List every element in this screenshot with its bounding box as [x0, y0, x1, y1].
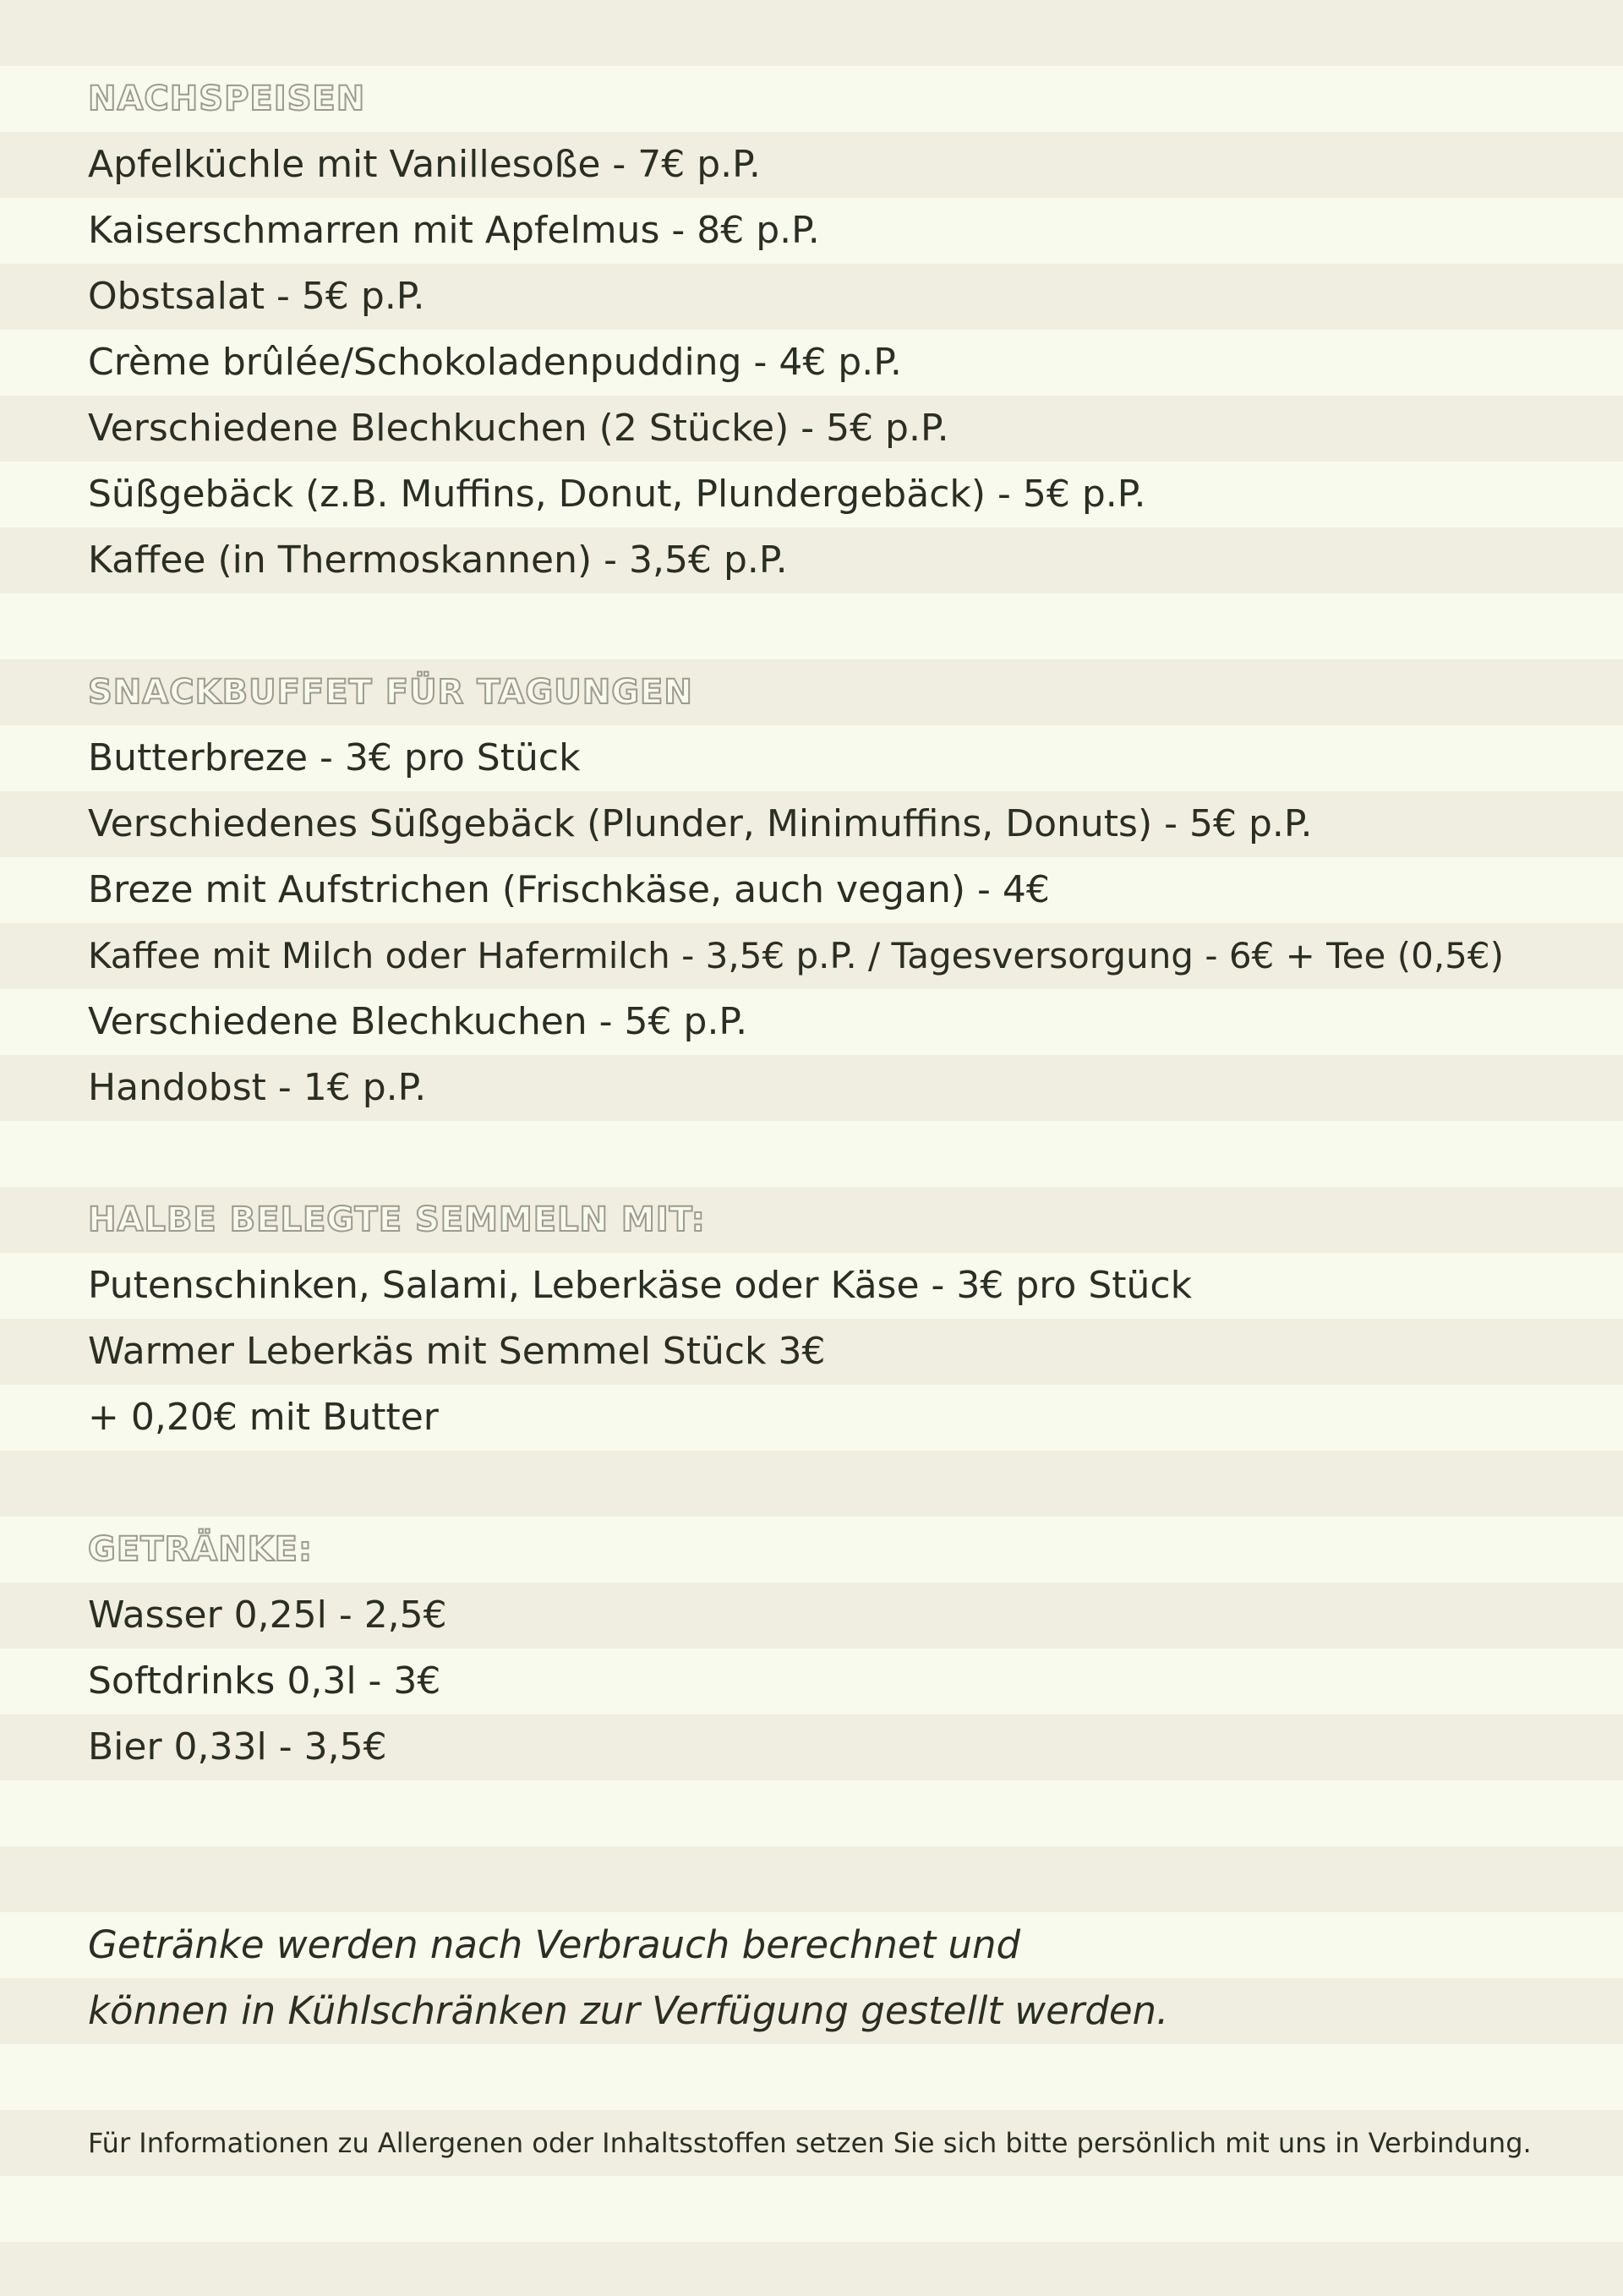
note-line: Getränke werden nach Verbrauch berechnet und [88, 1922, 1021, 1967]
menu-item: Softdrinks 0,3l - 3€ [88, 1659, 441, 1703]
menu-item: Süßgebäck (z.B. Muffins, Donut, Plundergebäck) - 5€ p.P. [88, 473, 1146, 516]
menu-item: Kaffee (in Thermoskannen) - 3,5€ p.P. [88, 538, 788, 582]
menu-item: Verschiedene Blechkuchen - 5€ p.P. [88, 1000, 748, 1043]
menu-item: Warmer Leberkäs mit Semmel Stück 3€ [88, 1330, 826, 1373]
menu-item: Apfelküchle mit Vanillesoße - 7€ p.P. [88, 143, 761, 186]
menu-item: Crème brûlée/Schokoladenpudding - 4€ p.P. [88, 341, 902, 384]
section-title-nachspeisen: NACHSPEISEN [88, 79, 366, 118]
menu-item: Putenschinken, Salami, Leberkäse oder Käse - 3€ pro Stück [88, 1264, 1193, 1307]
menu-item: Butterbreze - 3€ pro Stück [88, 736, 581, 779]
menu-item: Bier 0,33l - 3,5€ [88, 1725, 387, 1768]
note-line: können in Kühlschränken zur Verfügung gestellt werden. [88, 1988, 1169, 2033]
menu-item: Obstsalat - 5€ p.P. [88, 275, 425, 318]
menu-item: Verschiedene Blechkuchen (2 Stücke) - 5€ p.P. [88, 407, 949, 450]
section-title-snackbuffet: SNACKBUFFET FÜR TAGUNGEN [88, 673, 693, 712]
menu-item: Handobst - 1€ p.P. [88, 1066, 427, 1109]
allergen-footer-note: Für Informationen zu Allergenen oder Inhaltsstoffen setzen Sie sich bitte persönlich mit uns in Verbindung. [88, 2127, 1532, 2159]
menu-item: Kaiserschmarren mit Apfelmus - 8€ p.P. [88, 209, 820, 252]
section-title-getraenke: GETRÄNKE: [88, 1530, 313, 1569]
menu-item: Wasser 0,25l - 2,5€ [88, 1594, 447, 1637]
menu-item: + 0,20€ mit Butter [88, 1396, 439, 1439]
section-title-semmeln: HALBE BELEGTE SEMMELN MIT: [88, 1200, 706, 1239]
menu-item: Breze mit Aufstrichen (Frischkäse, auch vegan) - 4€ [88, 868, 1050, 911]
menu-item: Kaffee mit Milch oder Hafermilch - 3,5€ p.P. / Tagesversorgung - 6€ + Tee (0,5€) [88, 935, 1504, 976]
menu-item: Verschiedenes Süßgebäck (Plunder, Minimuffins, Donuts) - 5€ p.P. [88, 802, 1313, 845]
